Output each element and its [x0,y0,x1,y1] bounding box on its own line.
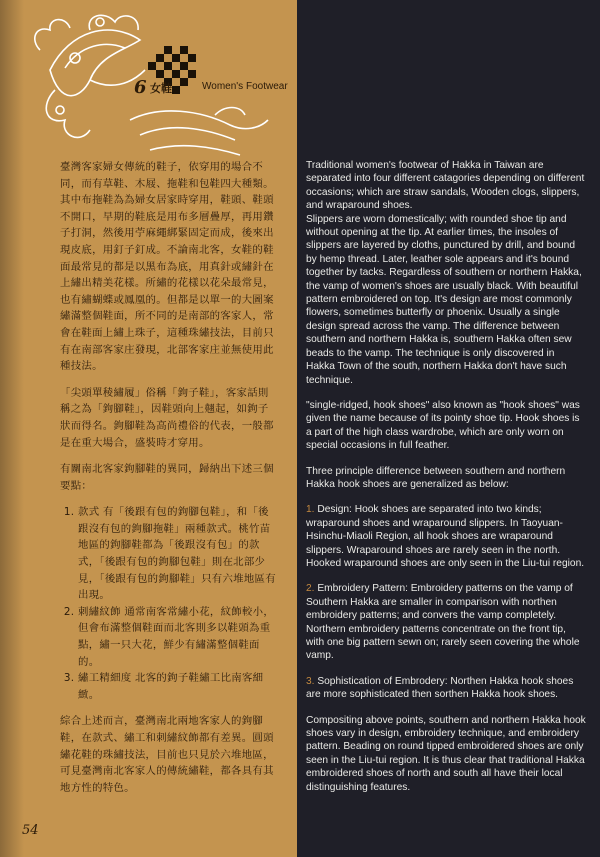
item-number: 2. [306,583,315,595]
en-paragraph [306,159,586,387]
en-paragraph: Compositing above points, southern and northern Hakka hook shoes vary in design, embroidery technique, and embroidery pattern. Beading on round tipped embroidered shoes are only seen in the Liu-tui region. It is thus clear that traditional Hakka embroidered shoes of north and south all have their local distinguishing features. [306,714,586,793]
en-paragraph: Three principle difference between southern and northern Hakka hook shoes are generalized as below: [306,465,566,490]
chinese-text-column [60,159,278,806]
cn-paragraph: 綜合上述而言，臺灣南北兩地客家人的鉤腳鞋，在款式、繡工和刺繡紋飾都有差異。圓頭繡花鞋的珠繡技法，目前也只見於六堆地區，可見臺灣南北客家人的傳統繡鞋，都各具有其地方性的特色。 [60,715,274,794]
item-number: 3. [306,675,315,687]
english-text-column [306,159,586,806]
cn-paragraph: 「尖頭單稜繡履」俗稱「鉤子鞋」，客家話則稱之為「鉤腳鞋」，因鞋頭向上翹起，如鉤子狀而得名。鉤腳鞋為高尚禮俗的代表，一般都是在重大場合，盛裝時才穿用。 [60,386,274,449]
chapter-title-cn: 女鞋 [150,82,172,95]
left-edge-shade [0,0,24,857]
cn-list-item: 1. 款式 有「後跟有包的鉤腳包鞋」，和「後跟沒有包的鉤腳拖鞋」兩種款式。桃竹苗地區的鉤腳鞋都為「後跟沒有包」的款式，「後跟有包的鉤腳包鞋」則在北部少見，「後跟有包的鉤腳鞋」只有六堆地區有出現。 [78,504,278,604]
item-text: Design: Hook shoes are separated into two kinds; wraparound shoes and wraparound slippers. In Taoyuan-Hsinchu-Miaoli Region, all hook shoes are wraparound slippers. Wraparound shoes are rarely seen in the north. Hooked wraparound shoes are only seen in the Liu-tui region. [306,504,585,569]
page-number: 54 [22,823,39,838]
en-list-item [306,582,586,662]
cn-list-item: 2. 刺繡紋飾 通常南客常繡小花，紋飾較小，但會布滿整個鞋面而北客則多以鞋頭為重點，繡一只大花，鮮少有繡滿整個鞋面的。 [78,604,278,670]
chapter-number: 6 [134,77,147,98]
en-paragraph-intro: Traditional women's footwear of Hakka in Taiwan are separated into four different catagories depending on different occasions; which are straw sandals, Wooden clogs, slippers, and wraparound shoes. [306,160,585,212]
cn-paragraph: 臺灣客家婦女傳統的鞋子，依穿用的場合不同，而有草鞋、木屐、拖鞋和包鞋四大種類。其中布拖鞋為為婦女居家時穿用，鞋頭、鞋頭不開口，早期的鞋底是用布多層疊厚，再用鑽子打洞，然後用苧麻繩綁緊固定而成，後來出現皮底，用釘子釘成。不論南北客，女鞋的鞋面最常見的都是以黑布為底，用真針或繡針在上繡出精美花樣。所繡的花樣以花朵最常見，也有繡蝴蝶或鳳凰的。但都是以單一的大圖案繡滿整個鞋面，所不同的是南部的客家人，常會在鞋面上繡上珠子，這種珠繡技法，目前只有在南部客家庄發現，北部客家庄並無使用此種技法。 [60,161,274,373]
en-paragraph-slippers: Slippers are worn domestically; with rounded shoe tip and without opening at the tip. At earlier times, the insoles of slippers are layered by cloths, punctured by drill, and bound by hemp thread. Later, leather sole appears and it's bound together by tacks. Regardless of southern or northern Hakka, the vamp of women's shoes are usually black. With beautiful pattern embroidered on top. It's design are most commonly flowers, sometimes butterfly or phoenix. Usually a single design spread across the vamp. The difference between southern and northern Hakka is, southern Hakka often sew beads to the vamp. The technique is only discovered in Hakka Town of the south, northern Hakka don't have such technique. [306,213,582,386]
en-paragraph: "single-ridged, hook shoes" also known as "hook shoes" was given the name because of its pointy shoe tip. Hook shoes is a part of the high class wardrobe, which are only worn on special occasions in full feather. [306,399,580,452]
en-list-item [306,675,586,702]
section-title: Women's Footwear [202,81,288,92]
item-text: Embroidery Pattern: Embroidery patterns on the vamp of Southern Hakka are smaller in comparison with northen embroidery patterns; and convers the vamp completely. Northern embroidery patterns concentrate on the front tip, with one big pattern sewn on; rarely seen covering the whole vamp. [306,583,580,662]
cn-list-item: 3. 繡工精細度 北客的鉤子鞋繡工比南客細緻。 [78,670,278,703]
en-list-item [306,503,586,570]
item-number: 1. [306,504,315,516]
cn-paragraph: 有關南北客家鉤腳鞋的異同，歸納出下述三個要點： [60,463,274,492]
cn-list [60,504,278,703]
item-text: Sophistication of Embrodery: Northen Hakka hook shoes are more sophisticated then sorthen Hakka hook shoes. [306,675,574,701]
